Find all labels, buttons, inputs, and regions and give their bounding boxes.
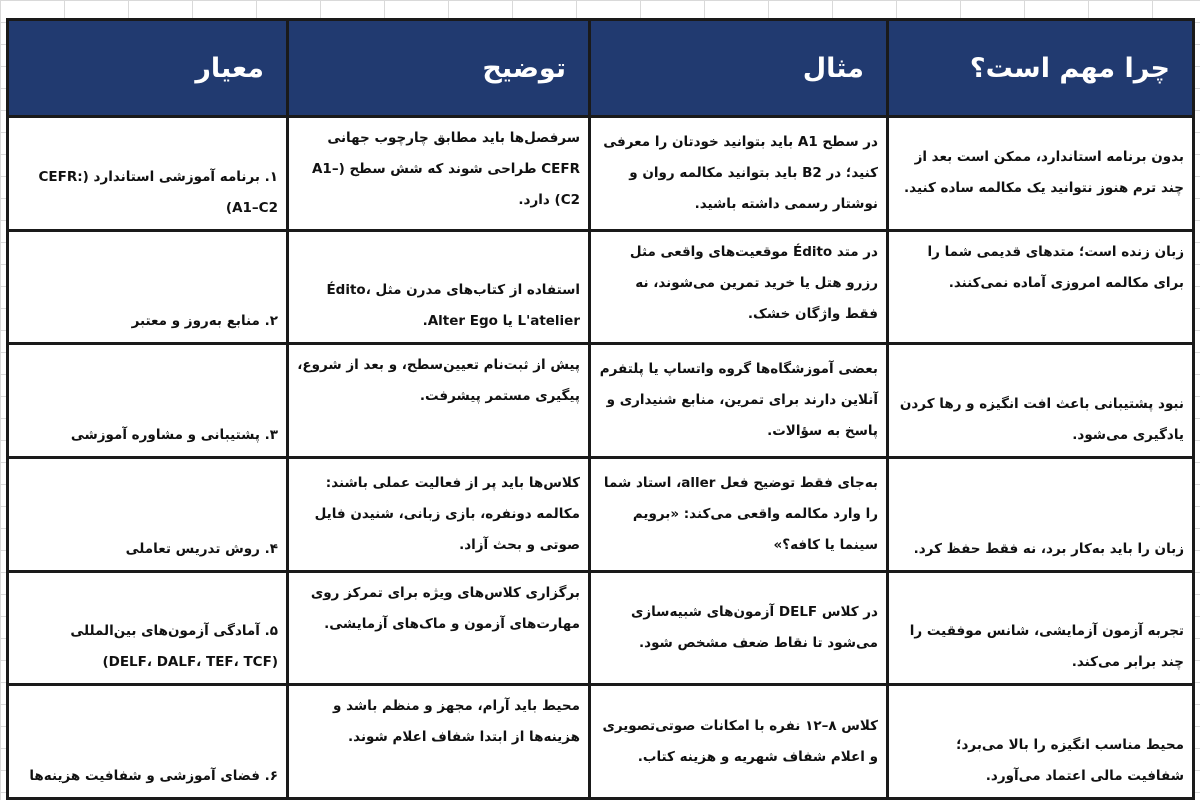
table-row [8,230,1194,344]
cell-criterion: ۶. فضای آموزشی و شفافیت هزینه‌ها [8,685,288,799]
table-row [8,344,1194,458]
cell-example: در متد Édito موقعیت‌های واقعی مثل رزرو هتل یا خرید تمرین می‌شوند، نه فقط واژگان خشک. [590,230,888,344]
cell-example: کلاس ۸–۱۲ نفره با امکانات صوتی‌تصویری و اعلام شفاف شهریه و هزینه کتاب. [590,685,888,799]
cell-why: محیط مناسب انگیزه را بالا می‌برد؛ شفافیت مالی اعتماد می‌آورد. [888,685,1194,799]
cell-why: بدون برنامه استاندارد، ممکن است بعد از چند ترم هنوز نتوانید یک مکالمه ساده کنید. [888,117,1194,231]
table-row [8,117,1194,231]
cell-description: پیش از ثبت‌نام تعیین‌سطح، و بعد از شروع، پیگیری مستمر پیشرفت. [288,344,590,458]
cell-description: استفاده از کتاب‌های مدرن مثل Édito، L'atelier یا Alter Ego. [288,230,590,344]
cell-example: به‌جای فقط توضیح فعل aller، استاد شما را وارد مکالمه واقعی می‌کند: «برویم سینما یا کافه؟» [590,457,888,571]
cell-example: در سطح A1 باید بتوانید خودتان را معرفی کنید؛ در B2 باید بتوانید مکالمه روان و نوشتار رسمی داشته باشید. [590,117,888,231]
cell-example: در کلاس DELF آزمون‌های شبیه‌سازی می‌شود تا نقاط ضعف مشخص شود. [590,571,888,685]
cell-description: سرفصل‌ها باید مطابق چارچوب جهانی CEFR طراحی شوند که شش سطح (A1–C2) دارد. [288,117,590,231]
cell-why: زبان را باید به‌کار برد، نه فقط حفظ کرد. [888,457,1194,571]
cell-criterion: ۴. روش تدریس تعاملی [8,457,288,571]
cell-description: برگزاری کلاس‌های ویژه برای تمرکز روی مهارت‌های آزمون و ماک‌های آزمایشی. [288,571,590,685]
cell-why: تجربه آزمون آزمایشی، شانس موفقیت را چند برابر می‌کند. [888,571,1194,685]
header-why: چرا مهم است؟ [888,20,1194,117]
header-description: توضیح [288,20,590,117]
cell-description: کلاس‌ها باید پر از فعالیت عملی باشند: مکالمه دونفره، بازی زبانی، شنیدن فایل صوتی و بحث آزاد. [288,457,590,571]
cell-description: محیط باید آرام، مجهز و منظم باشد و هزینه‌ها از ابتدا شفاف اعلام شوند. [288,685,590,799]
cell-criterion: ۵. آمادگی آزمون‌های بین‌المللی (DELF، DALF، TEF، TCF) [8,571,288,685]
cell-why: زبان زنده است؛ متدهای قدیمی شما را برای مکالمه امروزی آماده نمی‌کنند. [888,230,1194,344]
cell-criterion: ۱. برنامه آموزشی استاندارد (CEFR: A1–C2) [8,117,288,231]
table-row [8,457,1194,571]
table-row [8,685,1194,799]
header-criterion: معیار [8,20,288,117]
cell-criterion: ۲. منابع به‌روز و معتبر [8,230,288,344]
comparison-table [6,18,1195,800]
cell-criterion: ۳. پشتیبانی و مشاوره آموزشی [8,344,288,458]
header-example: مثال [590,20,888,117]
cell-why: نبود پشتیبانی باعث افت انگیزه و رها کردن یادگیری می‌شود. [888,344,1194,458]
table-row [8,571,1194,685]
cell-example: بعضی آموزشگاه‌ها گروه واتساپ یا پلتفرم آنلاین دارند برای تمرین، منابع شنیداری و پاسخ به سؤالات. [590,344,888,458]
header-row [8,20,1194,117]
